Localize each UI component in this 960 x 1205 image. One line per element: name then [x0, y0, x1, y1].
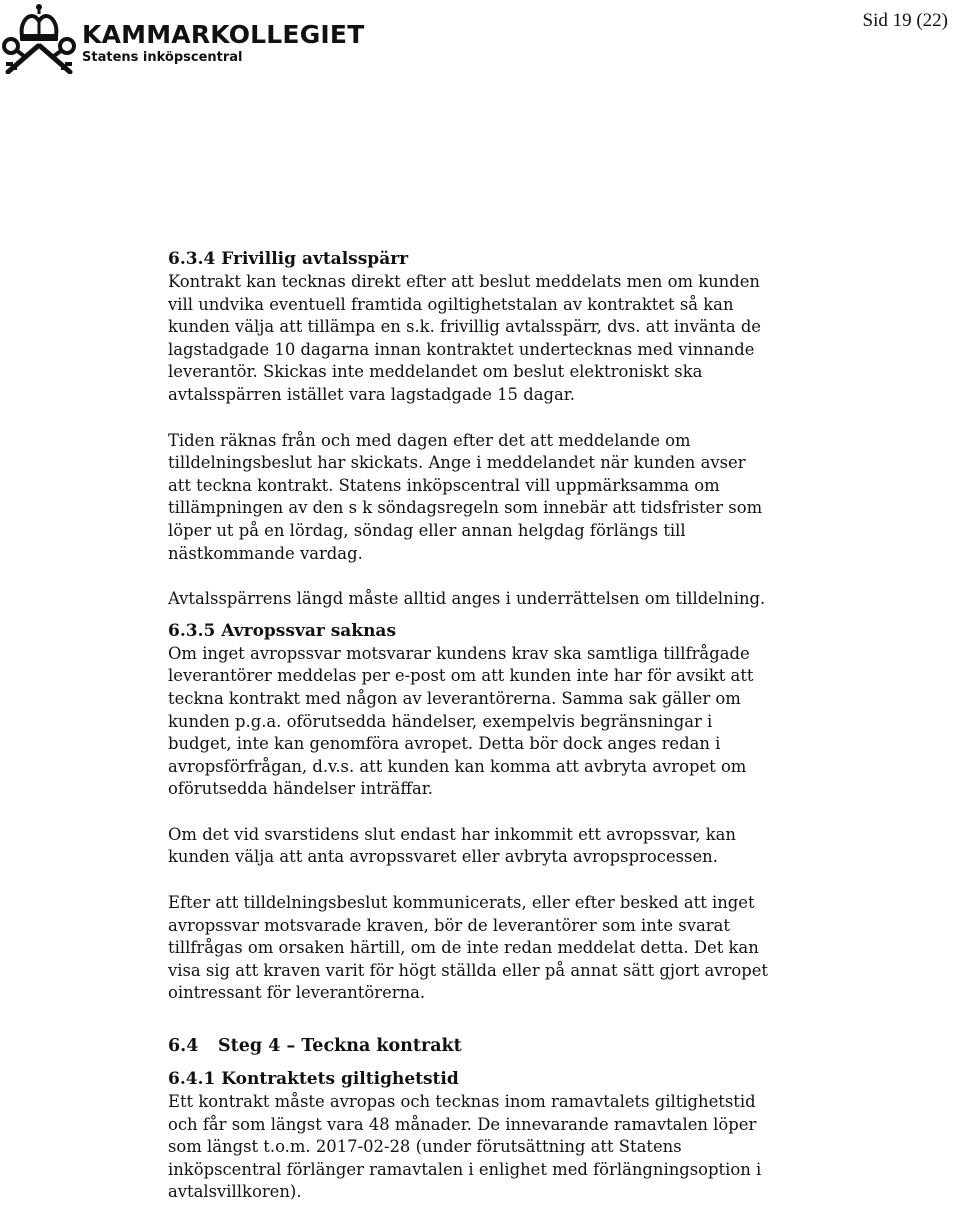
paragraph: [168, 1091, 808, 1204]
text-line: Om inget avropssvar motsvarar kundens krav ska samtliga tillfrågade: [168, 643, 750, 663]
paragraph: [168, 271, 808, 407]
section-heading-6-4: [168, 1035, 808, 1058]
text-line: Kontrakt kan tecknas direkt efter att beslut meddelats men om kunden: [168, 272, 760, 291]
text-line: tillfrågas om orsaken härtill, om de inte redan meddelat detta. Det kan: [168, 938, 759, 958]
text-line: Avtalsspärrens längd måste alltid anges i underrättelsen om tilldelning.: [168, 589, 766, 609]
section-heading-6-4-1: 6.4.1 Kontraktets giltighetstid: [168, 1069, 459, 1090]
section-heading-6-3-5: 6.3.5 Avropssvar saknas: [168, 620, 397, 641]
text-line: kunden p.g.a. oförutsedda händelser, exempelvis begränsningar i: [168, 711, 713, 731]
text-line: visa sig att kraven varit för högt ställda eller på annat sätt gjort avropet: [168, 960, 769, 980]
section-title: Steg 4 – Teckna kontrakt: [218, 1036, 462, 1057]
text-line: teckna kontrakt med någon av leverantörerna. Samma sak gäller om: [168, 688, 741, 708]
paragraph: [168, 588, 808, 611]
text-line: oförutsedda händelser inträffar.: [168, 779, 433, 799]
text-line: Om det vid svarstidens slut endast har inkommit ett avropssvar, kan: [168, 824, 736, 844]
page-header: [0, 0, 960, 80]
text-line: budget, inte kan genomföra avropet. Detta bör dock anges redan i: [168, 734, 721, 754]
text-line: avtalsvillkoren).: [168, 1182, 302, 1202]
text-line: inköpscentral förlänger ramavtalen i enlighet med förlängningsoption i: [168, 1159, 762, 1179]
text-line: leverantörer meddelas per e-post om att kunden inte har för avsikt att: [168, 666, 754, 686]
text-line: Tiden räknas från och med dagen efter det att meddelande om: [168, 430, 691, 450]
text-line: tillämpningen av den s k söndagsregeln som innebär att tidsfrister som: [168, 498, 763, 518]
logo-name: KAMMARKOLLEGIET: [82, 20, 365, 49]
text-line: kunden välja att anta avropssvaret eller avbryta avropsprocessen.: [168, 847, 718, 867]
text-line: lagstadgade 10 dagarna innan kontraktet undertecknas med vinnande: [168, 339, 755, 359]
paragraph: [168, 824, 808, 869]
page-number: Sid 19 (22): [862, 10, 948, 31]
section-heading-6-3-4: 6.3.4 Frivillig avtalsspärr: [168, 249, 409, 269]
text-line: nästkommande vardag.: [168, 543, 363, 563]
text-line: löper ut på en lördag, söndag eller annan helgdag förlängs till: [168, 520, 686, 540]
text-line: avropsförfrågan, d.v.s. att kunden kan komma att avbryta avropet om: [168, 756, 747, 776]
logo-subtitle: Statens inköpscentral: [82, 50, 243, 65]
text-line: och får som längst vara 48 månader. De innevarande ramavtalen löper: [168, 1114, 757, 1134]
text-line: att teckna kontrakt. Statens inköpscentral vill uppmärksamma om: [168, 475, 720, 495]
text-line: tilldelningsbeslut har skickats. Ange i meddelandet när kunden avser: [168, 453, 746, 473]
text-line: vill undvika eventuell framtida ogiltighetstalan av kontraktet så kan: [168, 294, 734, 314]
text-line: som längst t.o.m. 2017-02-28 (under förutsättning att Statens: [168, 1137, 682, 1157]
text-line: ointressant för leverantörerna.: [168, 983, 426, 1003]
text-line: avropssvar motsvarade kraven, bör de leverantörer som inte svarat: [168, 915, 730, 935]
paragraph: [168, 430, 808, 566]
section-number: 6.4: [168, 1036, 199, 1057]
text-line: avtalsspärren istället vara lagstadgade 15 dagar.: [168, 384, 575, 404]
paragraph: [168, 892, 808, 1005]
text-line: leverantör. Skickas inte meddelandet om beslut elektroniskt ska: [168, 362, 703, 382]
text-line: kunden välja att tillämpa en s.k. frivillig avtalsspärr, dvs. att invänta de: [168, 317, 762, 337]
crown-keys-logo-icon: [2, 2, 76, 74]
paragraph: [168, 643, 808, 801]
document-body: [168, 248, 808, 1204]
text-line: Ett kontrakt måste avropas och tecknas inom ramavtalets giltighetstid: [168, 1092, 756, 1112]
text-line: Efter att tilldelningsbeslut kommunicerats, eller efter besked att inget: [168, 893, 755, 913]
